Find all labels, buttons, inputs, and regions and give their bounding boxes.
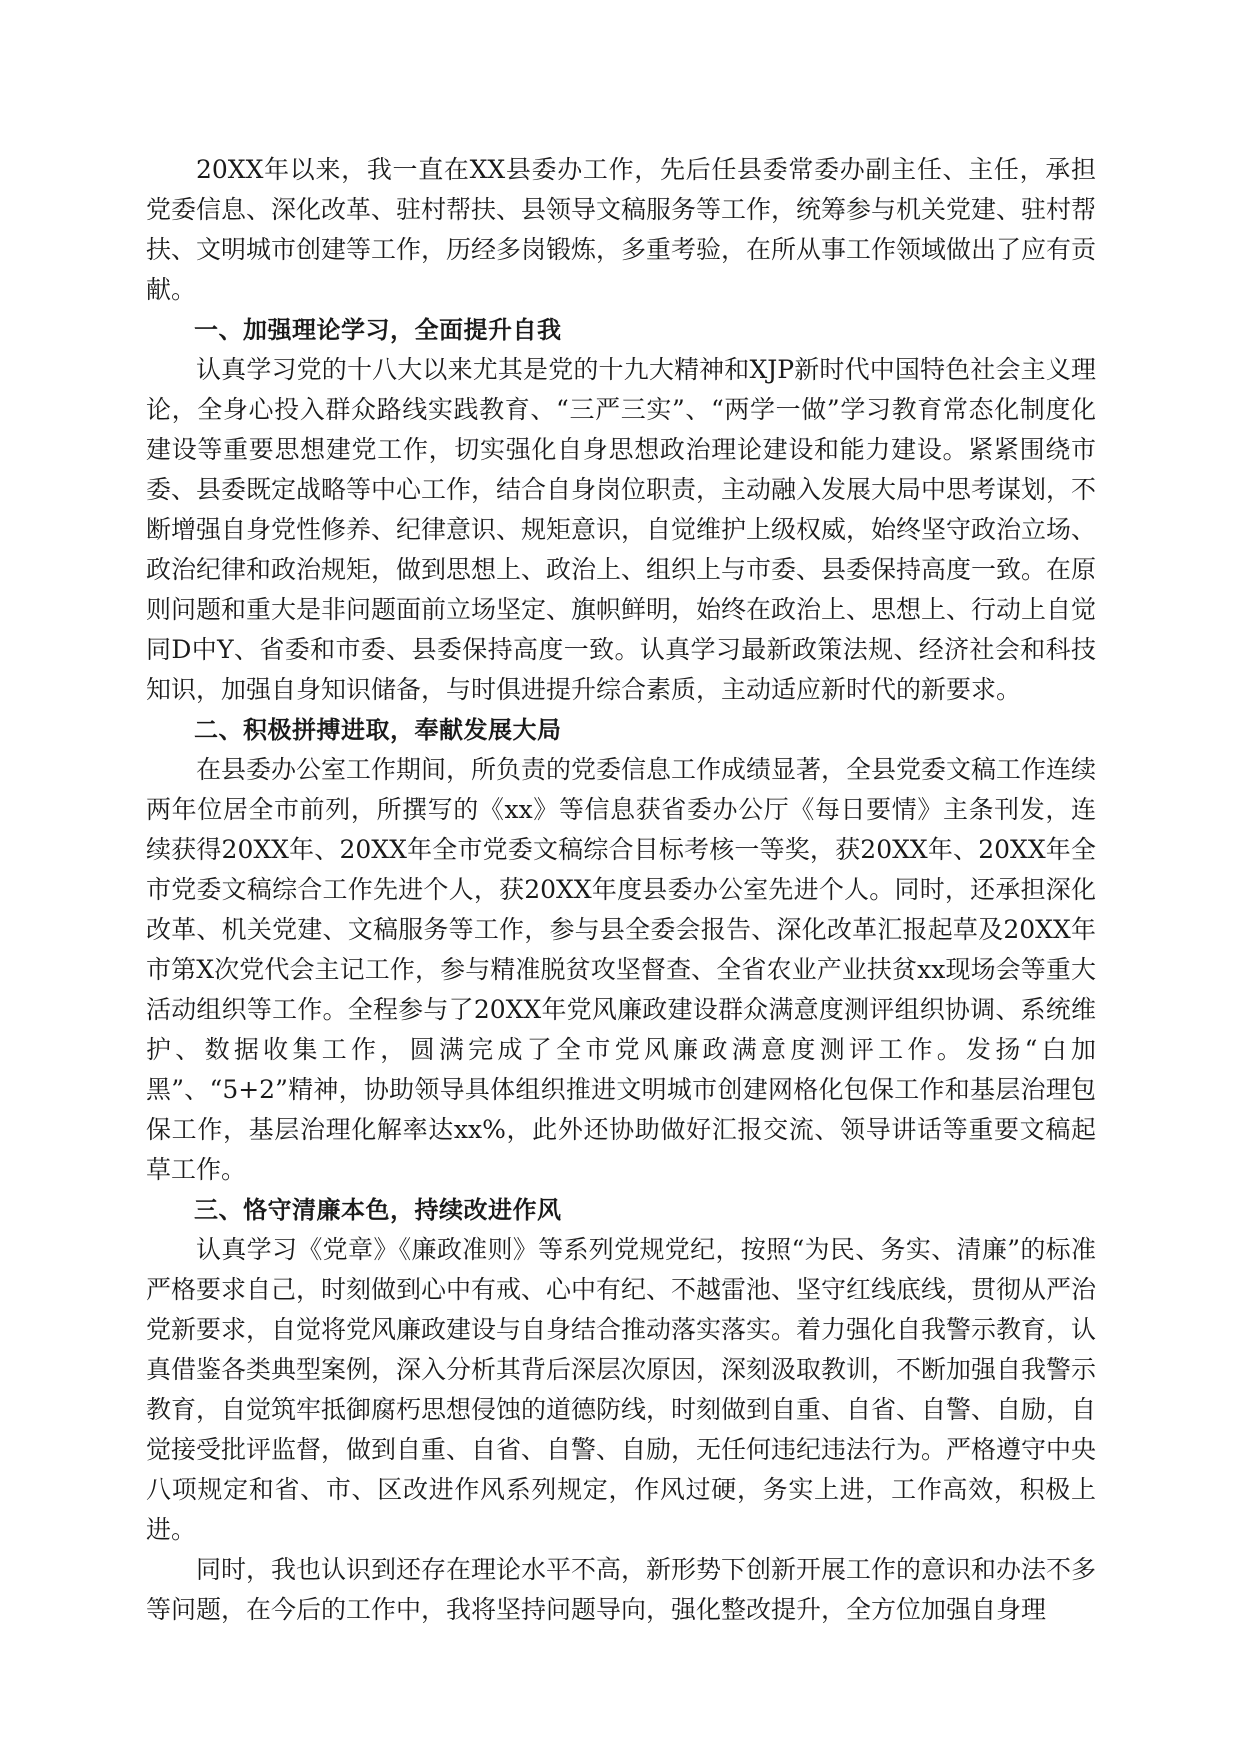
- section-heading-1: 一、加强理论学习，全面提升自我: [194, 316, 562, 344]
- section-body-1: 认真学习党的十八大以来尤其是党的十九大精神和XJP新时代中国特色社会主义理论，全身心投入群众路线实践教育、“三严三实”、“两学一做”学习教育常态化制度化建设等重要思想建党工作，切实强化自身思想政治理论建设和能力建设。紧紧围绕市委、县委既定战略等中心工作，结合自身岗位职责，主动融入发展大局中思考谋划，不断增强自身党性修养、纪律意识、规矩意识，自觉维护上级权威，始终坚守政治立场、政治纪律和政治规矩，做到思想上、政治上、组织上与市委、县委保持高度一致。在原则问题和重大是非问题面前立场坚定、旗帜鲜明，始终在政治上、思想上、行动上自觉同D中Y、省委和市委、县委保持高度一致。认真学习最新政策法规、经济社会和科技知识，加强自身知识储备，与时俱进提升综合素质，主动适应新时代的新要求。: [146, 355, 1097, 704]
- section-heading-2: 二、积极拼搏进取，奉献发展大局: [194, 716, 562, 744]
- section-heading-3: 三、恪守清廉本色，持续改进作风: [194, 1196, 562, 1224]
- section-body-2: 在县委办公室工作期间，所负责的党委信息工作成绩显著，全县党委文稿工作连续两年位居全市前列，所撰写的《xx》等信息获省委办公厅《每日要情》主条刊发，连续获得20XX年、20XX年全市党委文稿综合目标考核一等奖，获20XX年、20XX年全市党委文稿综合工作先进个人，获20XX年度县委办公室先进个人。同时，还承担深化改革、机关党建、文稿服务等工作，参与县全委会报告、深化改革汇报起草及20XX年市第X次党代会主记工作，参与精准脱贫攻坚督查、全省农业产业扶贫xx现场会等重大活动组织等工作。全程参与了20XX年党风廉政建设群众满意度测评组织协调、系统维护、数据收集工作，圆满完成了全市党风廉政满意度测评工作。发扬“白加黑”、“5+2”精神，协助领导具体组织推进文明城市创建网格化包保工作和基层治理包保工作，基层治理化解率达xx%，此外还协助做好汇报交流、领导讲话等重要文稿起草工作。: [146, 755, 1097, 1184]
- section-body-3: 认真学习《党章》《廉政准则》等系列党规党纪，按照“为民、务实、清廉”的标准严格要求自己，时刻做到心中有戒、心中有纪、不越雷池、坚守红线底线，贯彻从严治党新要求，自觉将党风廉政建设与自身结合推动落实落实。着力强化自我警示教育，认真借鉴各类典型案例，深入分析其背后深层次原因，深刻汲取教训，不断加强自我警示教育，自觉筑牢抵御腐朽思想侵蚀的道德防线，时刻做到自重、自省、自警、自励，自觉接受批评监督，做到自重、自省、自警、自励，无任何违纪违法行为。严格遵守中央八项规定和省、市、区改进作风系列规定，作风过硬，务实上进，工作高效，积极上进。: [146, 1235, 1097, 1544]
- document-page: [146, 150, 1096, 1630]
- intro-paragraph: 20XX年以来，我一直在XX县委办工作，先后任县委常委办副主任、主任，承担党委信息、深化改革、驻村帮扶、县领导文稿服务等工作，统筹参与机关党建、驻村帮扶、文明城市创建等工作，历经多岗锻炼，多重考验，在所从事工作领域做出了应有贡献。: [146, 155, 1097, 304]
- closing-paragraph: 同时，我也认识到还存在理论水平不高，新形势下创新开展工作的意识和办法不多等问题，在今后的工作中，我将坚持问题导向，强化整改提升，全方位加强自身理: [146, 1555, 1097, 1624]
